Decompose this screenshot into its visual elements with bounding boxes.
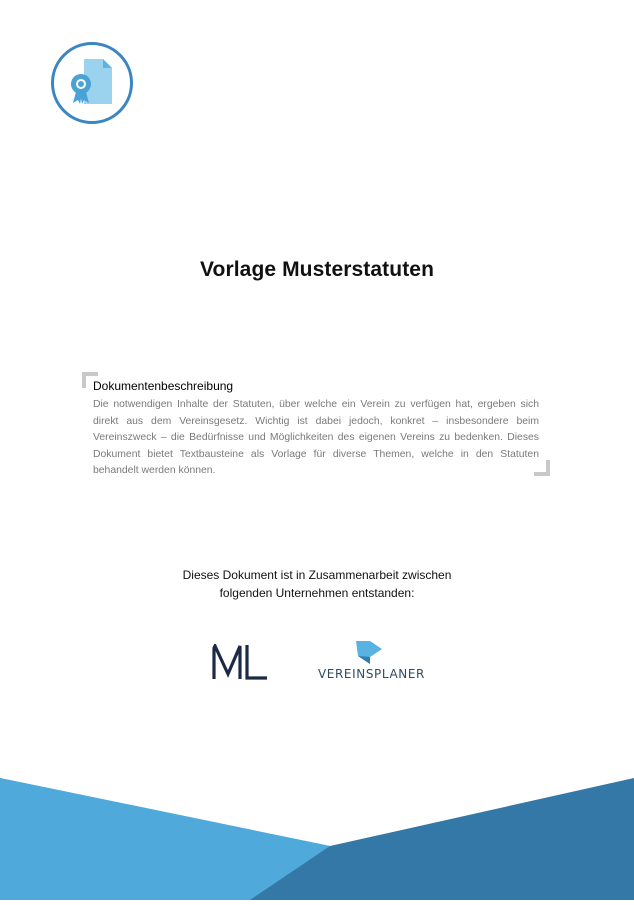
footer-decoration: [0, 776, 634, 900]
vereinsplaner-logo: [318, 640, 425, 686]
description-block: [82, 372, 550, 476]
ml-logo: [212, 644, 268, 680]
vereinsplaner-wordmark: VEREINSPLANER: [318, 667, 425, 681]
collaboration-text: [0, 566, 634, 602]
certificate-document-icon: [50, 41, 134, 125]
collaboration-line-1: Dieses Dokument ist in Zusammenarbeit zwischen: [182, 568, 452, 582]
collaboration-line-2: folgenden Unternehmen entstanden:: [219, 586, 415, 600]
description-body: Die notwendigen Inhalte der Statuten, über welche ein Verein zu verfügen hat, ergeben sich direkt aus dem Vereinsgesetz. Wichtig ist dabei jedoch, konkret – insbesondere beim Vereinszweck – die Bedürfnisse und Möglichkeiten des eigenen Vereins zu bedenken. Dieses Dokument bietet Textbausteine als Vorlage für diverse Themen, welche in den Statuten behandelt werden können.: [93, 399, 539, 476]
vereinsplaner-mark-icon: [318, 640, 420, 666]
description-heading: Dokumentenbeschreibung: [93, 379, 234, 393]
document-title: Vorlage Musterstatuten: [199, 258, 435, 281]
